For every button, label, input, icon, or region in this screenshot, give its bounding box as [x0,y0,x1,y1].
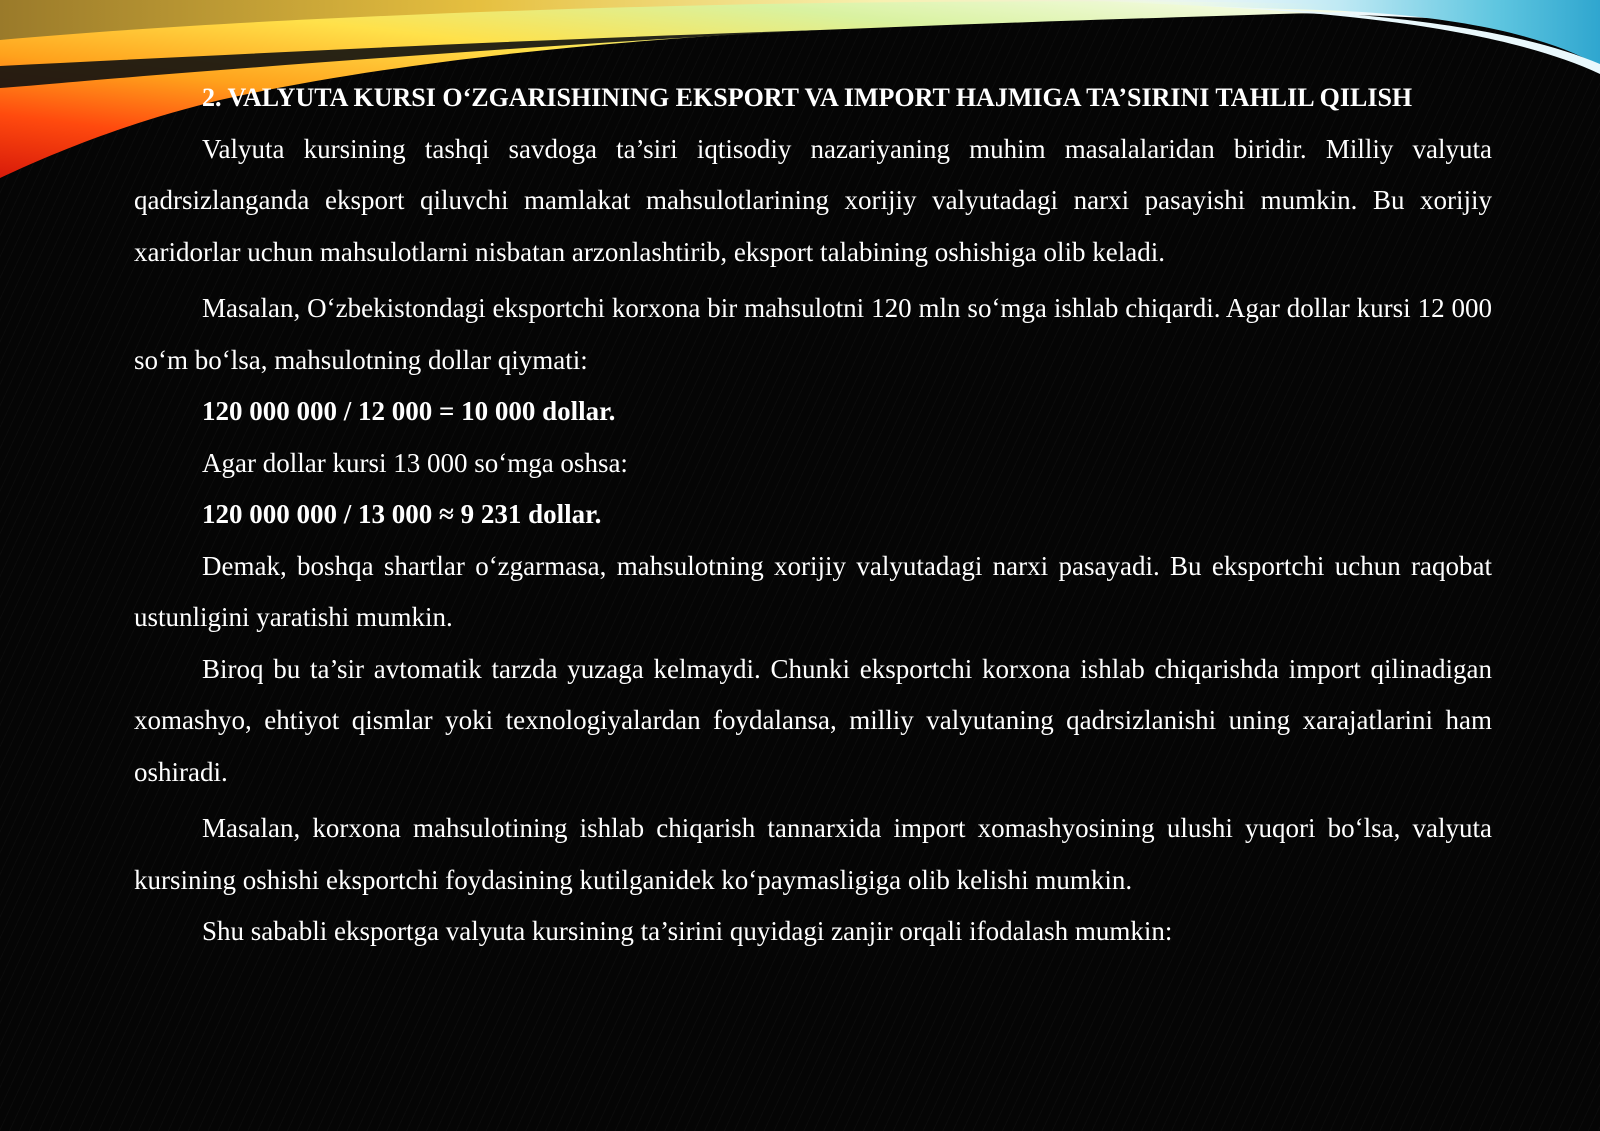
paragraph-conclusion: Demak, boshqa shartlar o‘zgarmasa, mahsulotning xorijiy valyutadagi narxi pasayadi. Bu eksportchi uchun raqobat ustunligini yaratishi mumkin. [134,550,1492,632]
paragraph-intro: Valyuta kursining tashqi savdoga ta’siri iqtisodiy nazariyaning muhim masalalaridan biridir. Milliy valyuta qadrsizlanganda eksport qiluvchi mamlakat mahsulotlarining xorijiy valyutadagi narxi pasayishi mumkin. Bu xorijiy xaridorlar uchun mahsulotlarni nisbatan arzonlashtirib, eksport talabining oshishiga olib keladi. [134,133,1492,267]
paragraph-example: Masalan, O‘zbekistondagi eksportchi korxona bir mahsulotni 120 mln so‘mga ishlab chiqardi. Agar dollar kursi 12 000 so‘m bo‘lsa, mahsulotning dollar qiymati: [134,293,1492,375]
paragraph-rate-increase: Agar dollar kursi 13 000 so‘mga oshsa: [202,447,628,478]
paragraph-chain-intro: Shu sababli eksportga valyuta kursining ta’sirini quyidagi zanjir orqali ifodalash mumkin: [202,916,1173,946]
paragraph-however: Biroq bu ta’sir avtomatik tarzda yuzaga kelmaydi. Chunki eksportchi korxona ishlab chiqarishda import qilinadigan xomashyo, ehtiyot qismlar yoki texnologiyalardan foydalansa, milliy valyutaning qadrsizlanishi uning xarajatlarini ham oshiradi. [134,653,1492,787]
section-heading: 2. VALYUTA KURSI O‘ZGARISHINING EKSPORT VA IMPORT HAJMIGA TA’SIRINI TAHLIL QILISH [202,83,1413,112]
formula-13000: 120 000 000 / 13 000 ≈ 9 231 dollar. [202,499,602,529]
formula-12000: 120 000 000 / 12 000 = 10 000 dollar. [202,396,616,426]
paragraph-import-share: Masalan, korxona mahsulotining ishlab chiqarish tannarxida import xomashyosining ulushi yuqori bo‘lsa, valyuta kursining oshishi eksportchi foydasining kutilganidek ko‘paymasligiga olib kelishi mumkin. [134,813,1492,895]
slide-content [134,72,1492,958]
